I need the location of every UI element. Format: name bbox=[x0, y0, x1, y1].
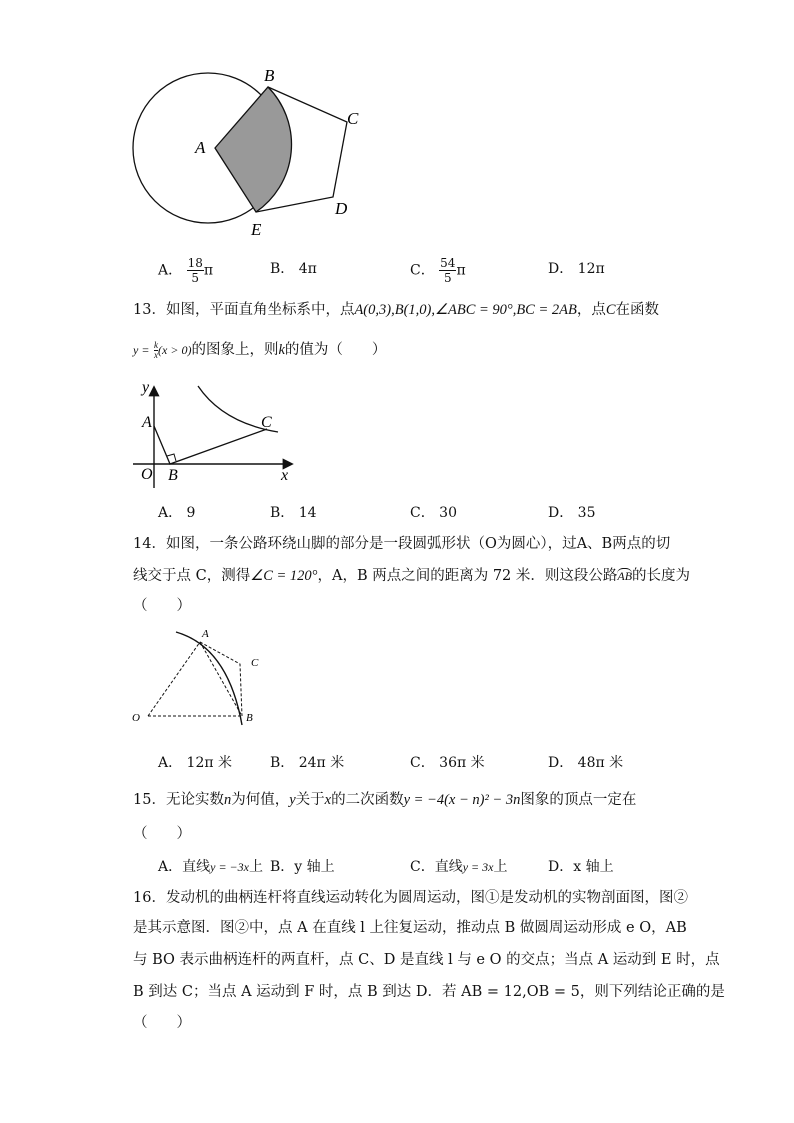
q14-line-oa bbox=[148, 642, 200, 716]
q14-option-d: D． 48π 米 bbox=[548, 755, 624, 771]
q14-line-1: 14．如图，一条公路环绕山脚的部分是一段圆弧形状（O为圆心），过A、B两点的切 bbox=[133, 536, 671, 552]
q13-figure bbox=[128, 378, 298, 488]
q15-option-d: D．x 轴上 bbox=[548, 859, 614, 875]
q13-label-o: O bbox=[141, 466, 153, 483]
q15-option-b: B．y 轴上 bbox=[270, 859, 335, 875]
q13-function-fraction: $\frac{k}{x}$ bbox=[154, 339, 159, 360]
q16-line-3: 与 BO 表示曲柄连杆的两直杆，点 C、D 是直线 l 与 e O 的交点；当点 A 运动到 E 时，点 bbox=[133, 952, 720, 968]
q15-line-1: 15．无论实数n为何值，y关于x的二次函数y = −4(x − n)² − 3n图象的顶点一定在 bbox=[133, 792, 637, 808]
q13-label-a: A bbox=[142, 414, 152, 431]
q12-shaded-sector bbox=[215, 87, 291, 212]
q14-label-c: C bbox=[251, 657, 259, 669]
q13-label-c: C bbox=[261, 414, 272, 431]
q15-option-c: C．直线y = 3x上 bbox=[410, 859, 508, 875]
q13-line-2: y = $\frac{k}{x}$ (x > 0)的图象上，则k的值为（ ） bbox=[133, 339, 387, 360]
q15-option-a: A．直线y = −3x上 bbox=[158, 859, 263, 875]
q13-label-x: x bbox=[281, 467, 289, 484]
q14-option-a: A． 12π 米 bbox=[158, 755, 233, 771]
q14-line-2: 线交于点 C，测得∠C = 120°，A，B 两点之间的距离为 72 米．则这段公路AB的长度为 bbox=[133, 568, 691, 584]
q14-label-a: A bbox=[202, 628, 209, 640]
q13-option-c: C． 30 bbox=[410, 505, 457, 521]
q13-line-1: 13．如图，平面直角坐标系中，点A(0,3),B(1,0),∠ABC = 90°,BC = 2AB，点C在函数 bbox=[133, 302, 660, 318]
q14-label-o: O bbox=[132, 712, 140, 724]
q13-label-y: y bbox=[142, 379, 150, 396]
q15-line-2: （ ） bbox=[133, 826, 191, 842]
q12-label-d: D bbox=[335, 199, 348, 218]
q13-option-b: B． 14 bbox=[270, 505, 317, 521]
q12-figure bbox=[125, 62, 375, 247]
q12-label-e: E bbox=[251, 220, 262, 239]
q12-label-a: A bbox=[195, 138, 206, 157]
q14-line-3: （ ） bbox=[133, 598, 191, 614]
q12-option-c: C． $\frac{54}{5}$ π bbox=[410, 256, 466, 285]
q16-line-1: 16．发动机的曲柄连杆将直线运动转化为圆周运动，图①是发动机的实物剖面图，图② bbox=[133, 890, 688, 906]
q12-option-d: D． 12π bbox=[548, 261, 605, 277]
q13-option-a: A． 9 bbox=[158, 505, 196, 521]
q14-option-c: C． 36π 米 bbox=[410, 755, 485, 771]
q13-option-d: D． 35 bbox=[548, 505, 596, 521]
q12-label-b: B bbox=[264, 66, 275, 85]
q12-option-b: B． 4π bbox=[270, 261, 317, 277]
q14-road-arc bbox=[176, 632, 242, 725]
q12-label-c: C bbox=[347, 109, 359, 128]
q14-arc-ab: AB bbox=[617, 569, 633, 583]
q14-option-b: B． 24π 米 bbox=[270, 755, 345, 771]
q16-line-5: （ ） bbox=[133, 1015, 191, 1031]
q14-chord-ab bbox=[200, 642, 242, 716]
q16-line-4: B 到达 C；当点 A 运动到 F 时，点 B 到达 D．若 AB = 12,OB = 5，则下列结论正确的是 bbox=[133, 984, 725, 1000]
q14-label-b: B bbox=[246, 712, 253, 724]
q14-figure bbox=[128, 622, 268, 732]
q12-option-a-fraction: $\frac{18}{5}$ bbox=[187, 256, 203, 285]
q12-option-c-fraction: $\frac{54}{5}$ bbox=[440, 256, 456, 285]
q16-line-2: 是其示意图．图②中，点 A 在直线 l 上往复运动，推动点 B 做圆周运动形成 e O，AB bbox=[133, 920, 687, 936]
q13-label-b: B bbox=[168, 467, 178, 484]
q12-option-a: A． $\frac{18}{5}$ π bbox=[158, 256, 214, 285]
q13-triangle-abc bbox=[154, 426, 267, 464]
